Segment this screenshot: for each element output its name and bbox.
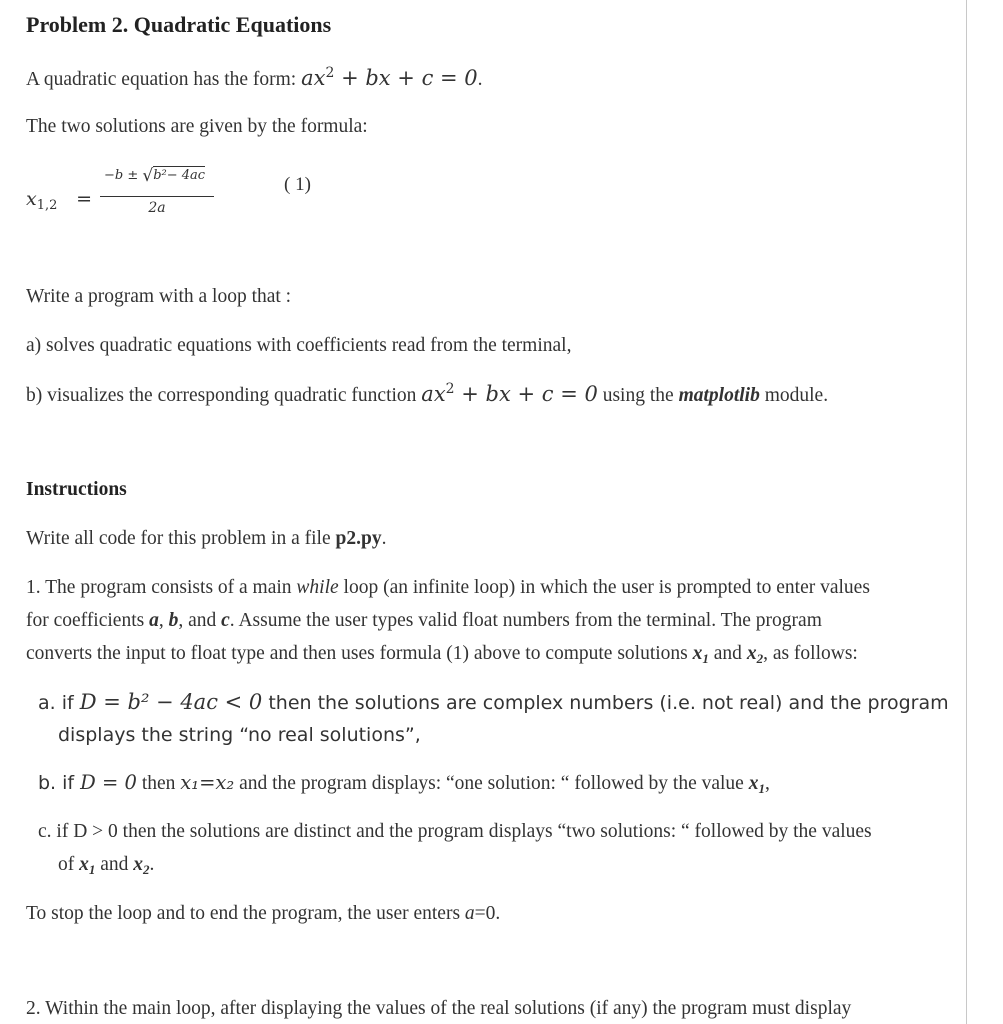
formula-fraction-bar [100, 196, 214, 197]
task-item-b-post: module. [759, 385, 829, 406]
subitem-a-pre: a. if [38, 692, 80, 714]
subitem-b-end: , [764, 773, 770, 794]
subitem-c-text: c. if D > 0 then the solutions are distinct and the program displays “two solutions: “ followed by the values [38, 821, 872, 842]
coef-c: c [221, 610, 230, 631]
subitem-b-x: x [748, 773, 759, 794]
intro-solutions-line: The two solutions are given by the formula: [26, 116, 368, 137]
formula-lhs [26, 188, 92, 211]
task-item-b-math-rest: + bx + c = 0 [454, 382, 598, 406]
formula-equals: = [76, 188, 93, 210]
point1-line3-x1-sub: 1 [702, 651, 709, 666]
subitem-b-x-sub: 1 [758, 781, 765, 796]
stop-post: =0. [474, 903, 501, 924]
subitem-b-post: and the program displays: “one solution: “ followed by the value [234, 773, 749, 794]
subitem-c-line2 [58, 853, 154, 877]
point1-line1-while: while [296, 577, 339, 598]
formula-fraction [100, 160, 214, 220]
formula-numerator [104, 166, 205, 186]
instructions-file-pre: Write all code for this problem in a file [26, 528, 336, 549]
point2-line1: 2. Within the main loop, after displaying the values of the real solutions (if any) the program must display [26, 998, 852, 1019]
stop-pre: To stop the loop and to end the program, the user enters [26, 903, 465, 924]
task-item-b-pre: b) visualizes the corresponding quadratic function [26, 385, 422, 406]
point1-line1-pre: 1. The program consists of a main [26, 577, 297, 598]
subitem-a-post: then the solutions are complex numbers (i.e. not real) and the program [262, 692, 949, 714]
formula-lhs-sub: 1,2 [36, 198, 58, 213]
task-item-b-math-exp: 2 [445, 381, 455, 397]
subitem-c-x2-sub: 2 [143, 862, 150, 877]
task-item-b [26, 382, 828, 408]
stop-math: a [464, 903, 475, 924]
instructions-file-line [26, 527, 386, 551]
subitem-b-mid: then [136, 773, 181, 794]
subitem-a-line1 [38, 690, 949, 715]
subitem-b-math2: x₁=x₂ [180, 771, 235, 794]
point1-line2-sep1: , [158, 610, 169, 631]
formula-lhs-var: x [26, 188, 37, 210]
point1-line3-pre: converts the input to float type and then uses formula (1) above to compute solutions [26, 643, 693, 664]
subitem-c-end: . [149, 854, 155, 875]
formula-radicand: b²− 4ac [153, 168, 206, 183]
quadratic-formula [26, 160, 346, 230]
subitem-b-pre: b. if [38, 772, 81, 794]
page-title: Problem 2. Quadratic Equations [26, 12, 332, 37]
intro-form-text: A quadratic equation has the form: [26, 69, 302, 90]
subitem-a-math: D = b² − 4ac < 0 [79, 690, 263, 714]
coef-a: a [149, 610, 159, 631]
intro-form-math-ax: ax [301, 66, 326, 90]
point1-line3 [26, 642, 858, 666]
point1-line1-post: loop (an infinite loop) in which the user is prompted to enter values [338, 577, 870, 598]
point1-line1 [26, 576, 870, 600]
subitem-b-math: D = 0 [80, 771, 137, 794]
point1-line3-x2: x [746, 643, 757, 664]
instructions-file-post: . [381, 528, 387, 549]
instructions-heading: Instructions [26, 479, 127, 500]
formula-denominator: 2a [148, 200, 166, 216]
subitem-c-x1: x [79, 854, 89, 875]
point1-line3-post: , as follows: [763, 643, 858, 664]
sqrt-icon: √ [142, 166, 154, 186]
subitem-c-and: and [95, 854, 134, 875]
point1-line2-pre: for coefficients [26, 610, 150, 631]
task-item-b-math-ax: ax [421, 382, 446, 406]
subitem-b-line [38, 771, 770, 796]
subitem-c-x2: x [133, 854, 144, 875]
subitem-c-line1 [38, 820, 872, 844]
intro-form-line [26, 66, 483, 92]
task-item-b-using: using the [597, 385, 679, 406]
task-item-a: a) solves quadratic equations with coefficients read from the terminal, [26, 335, 572, 356]
intro-form-math-rest: + bx + c = 0 [334, 66, 478, 90]
stop-line [26, 902, 500, 926]
intro-form-end: . [477, 69, 483, 90]
instructions-file-name: p2.py [335, 528, 382, 549]
coef-b: b [168, 610, 179, 631]
point1-line2-post: . Assume the user types valid float numbers from the terminal. The program [229, 610, 822, 631]
page-right-border [966, 0, 967, 1024]
point1-line2 [26, 609, 822, 633]
point1-line3-and: and [708, 643, 747, 664]
task-intro: Write a program with a loop that : [26, 286, 292, 307]
point1-line3-x2-sub: 2 [756, 651, 764, 666]
point1-line3-x1: x [692, 643, 703, 664]
subitem-a-line2: displays the string “no real solutions”, [58, 724, 421, 746]
task-item-b-module: matplotlib [678, 385, 760, 406]
intro-form-math-exp: 2 [325, 65, 335, 81]
formula-label: ( 1) [284, 174, 311, 195]
point1-line2-sep2: , and [178, 610, 222, 631]
formula-numerator-text: −b ± [104, 168, 143, 183]
subitem-c-l2-pre: of [58, 854, 80, 875]
subitem-c-x1-sub: 1 [88, 862, 96, 877]
